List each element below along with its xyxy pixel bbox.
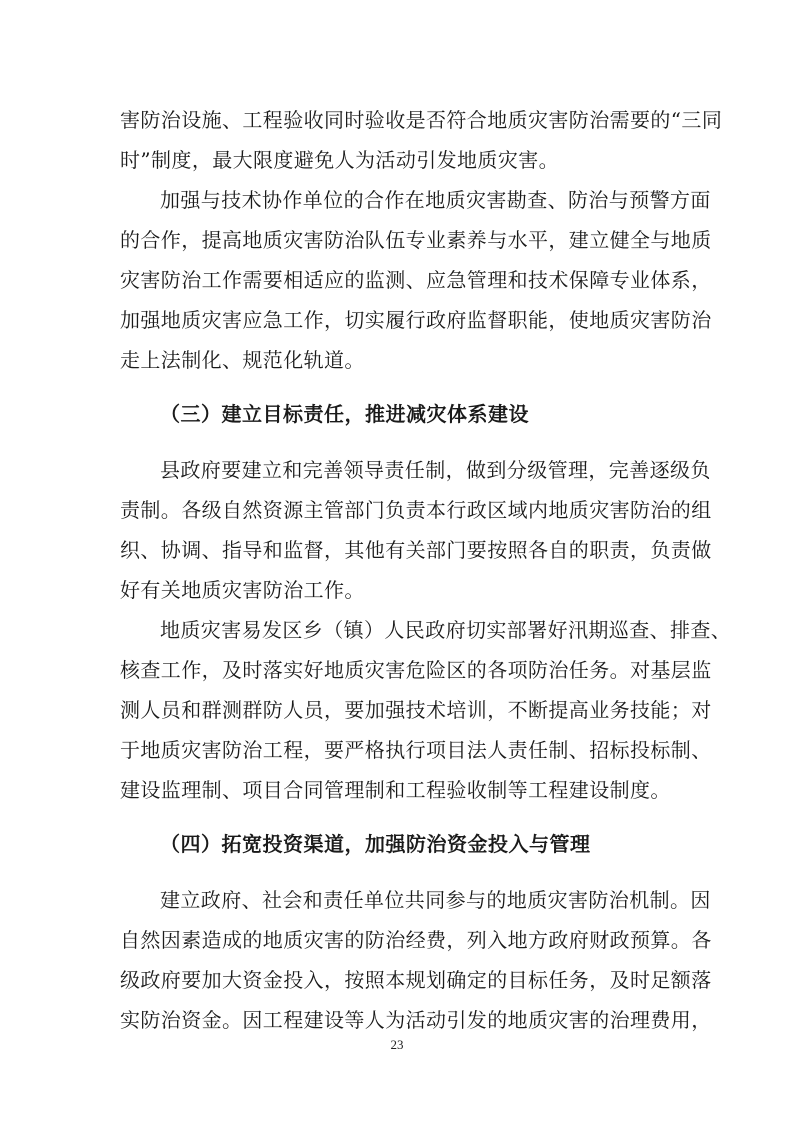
- paragraph-continuation: [120, 100, 723, 180]
- text-line: 加强与技术协作单位的合作在地质灾害勘查、防治与预警方面: [160, 188, 711, 212]
- text-line: 的合作，提高地质灾害防治队伍专业素养与水平，建立健全与地质: [120, 228, 712, 252]
- text-line: 害防治设施、工程验收同时验收是否符合地质灾害防治需要的“三同: [120, 108, 723, 132]
- page-number: 23: [390, 1037, 404, 1052]
- paragraph-funding: [120, 880, 712, 1040]
- paragraph-cooperation: [120, 180, 712, 380]
- text-line: 走上法制化、规范化轨道。: [120, 348, 365, 372]
- paragraph-responsibility: [120, 450, 712, 610]
- section-heading-3: （三）建立目标责任，推进减灾体系建设: [160, 402, 529, 426]
- text-line: 核查工作，及时落实好地质灾害危险区的各项防治任务。对基层监: [120, 658, 712, 682]
- text-line: 建设监理制、项目合同管理制和工程验收制等工程建设制度。: [120, 778, 671, 802]
- document-body: [120, 100, 732, 1040]
- text-line: 织、协调、指导和监督，其他有关部门要按照各自的职责，负责做: [120, 538, 712, 562]
- text-line: 级政府要加大资金投入，按照本规划确定的目标任务，及时足额落: [120, 968, 712, 992]
- text-line: 建立政府、社会和责任单位共同参与的地质灾害防治机制。因: [160, 888, 711, 912]
- text-line: 责制。各级自然资源主管部门负责本行政区域内地质灾害防治的组: [120, 498, 712, 522]
- text-line: 好有关地质灾害防治工作。: [120, 578, 365, 602]
- text-line: 时”制度，最大限度避免人为活动引发地质灾害。: [120, 148, 560, 172]
- text-line: 县政府要建立和完善领导责任制，做到分级管理，完善逐级负: [160, 458, 711, 482]
- text-line: 实防治资金。因工程建设等人为活动引发的地质灾害的治理费用，: [120, 1008, 712, 1032]
- paragraph-township-duties: [120, 610, 732, 810]
- text-line: 自然因素造成的地质灾害的防治经费，列入地方政府财政预算。各: [120, 928, 712, 952]
- text-line: 灾害防治工作需要相适应的监测、应急管理和技术保障专业体系，: [120, 268, 712, 292]
- text-line: 测人员和群测群防人员，要加强技术培训，不断提高业务技能；对: [120, 698, 712, 722]
- text-line: 加强地质灾害应急工作，切实履行政府监督职能，使地质灾害防治: [120, 308, 712, 332]
- text-line: 于地质灾害防治工程，要严格执行项目法人责任制、招标投标制、: [120, 738, 712, 762]
- text-line: 地质灾害易发区乡（镇）人民政府切实部署好汛期巡查、排查、: [160, 618, 732, 642]
- section-heading-4: （四）拓宽投资渠道，加强防治资金投入与管理: [160, 832, 591, 856]
